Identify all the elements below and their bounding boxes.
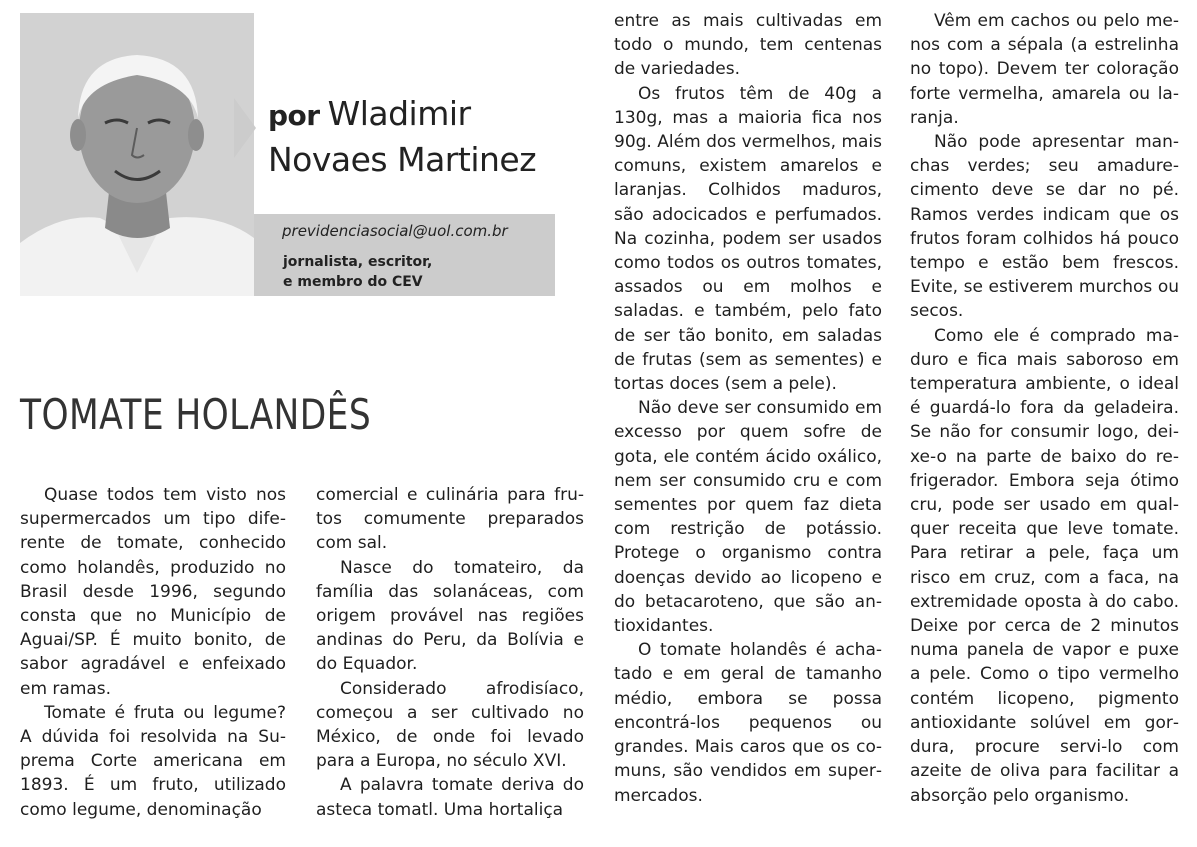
article-column-2 [316,483,584,822]
paragraph: entre as mais cultivadas em todo o mundo, tem centenas de variedades. [614,11,882,80]
article-column-3 [614,9,882,808]
author-photo [20,13,254,296]
paragraph: O tomate holandês é achatado e em geral de tamanho médio, embora se possa encontrá-los pequenos ou grandes. Mais caros que os comuns, são vendidos em supermercados. [614,640,882,806]
photo-pointer [234,98,256,158]
author-name-line1: Wladimir [327,94,471,133]
author-role: jornalista, escritor, e membro do CEV [283,254,433,290]
byline-prefix: por [268,99,320,132]
article-title: TOMATE HOLANDÊS [20,390,372,440]
paragraph: Não deve ser consumido em excesso por quem sofre de gota, ele contém ácido oxálico, nem ser consumido cru e com sementes por quem faz dieta com restrição de potássio. Protege o organismo contra doenças devido ao licopeno e do betacaroteno, que são antioxidantes. [614,398,882,637]
article-column-1 [20,483,286,822]
paragraph: comercial e culinária para frutos comumente preparados com sal. [316,485,584,554]
paragraph: A palavra tomate deriva do asteca tomatl. Uma hortaliça [316,775,584,820]
paragraph: Tomate é fruta ou legume? A dúvida foi resolvida na Suprema Corte americana em 1893. É um fruto, utilizado como legume, denominação [20,702,286,820]
article-column-4 [910,9,1179,808]
paragraph: Nasce do tomateiro, da família das solanáceas, com origem provável nas regiões andinas do Peru, da Bolívia e do Equador. [316,557,584,675]
author-email[interactable]: previdenciasocial@uol.com.br [282,222,508,240]
paragraph: Vêm em cachos ou pelo menos com a sépala (a estrelinha no topo). Devem ter coloração forte vermelha, amarela ou laranja. [910,11,1179,128]
author-byline [268,92,568,182]
paragraph: Como ele é comprado maduro e fica mais saboroso em temperatura ambiente, o ideal é guardá-lo fora da geladeira. Se não for consumir logo, deixe-o na parte de baixo do refrigerador. Embora seja ótimo cru, pode ser usado em qualquer receita que leve tomate. Para retirar a pele, faça um risco em cruz, com a faca, na extremidade oposta à do cabo. Deixe por cerca de 2 minutos numa panela de vapor e puxe a pele. Como o tipo vermelho contém licopeno, pigmento antioxidante solúvel em gordura, procure servi-lo com azeite de oliva para facilitar a absorção pelo organismo. [910,325,1179,806]
paragraph: Não pode apresentar manchas verdes; seu amadurecimento deve se dar no pé. Ramos verdes indicam que os frutos foram colhidos há pouco tempo e estão bem frescos. Evite, se estiverem murchos ou secos. [910,132,1179,322]
author-name-line2: Novaes Martinez [268,140,537,179]
paragraph: Considerado afrodisíaco, começou a ser cultivado no México, de onde foi levado para a Europa, no século XVI. [316,678,584,772]
paragraph: Quase todos tem visto nos supermercados um tipo diferente de tomate, conhecido como holandês, produzido no Brasil desde 1996, segundo consta que no Município de Aguai/SP. É muito bonito, de sabor agradável e enfeixado em ramas. [20,485,286,699]
paragraph: Os frutos têm de 40g a 130g, mas a maioria fica nos 90g. Além dos vermelhos, mais comuns, existem amarelos e laranjas. Colhidos maduros, são adocicados e perfumados. Na cozinha, podem ser usados como todos os outros tomates, assados ou em molhos e saladas. e também, pelo fato de ser tão bonito, em saladas de frutas (sem as sementes) e tortas doces (sem a pele). [614,83,882,395]
